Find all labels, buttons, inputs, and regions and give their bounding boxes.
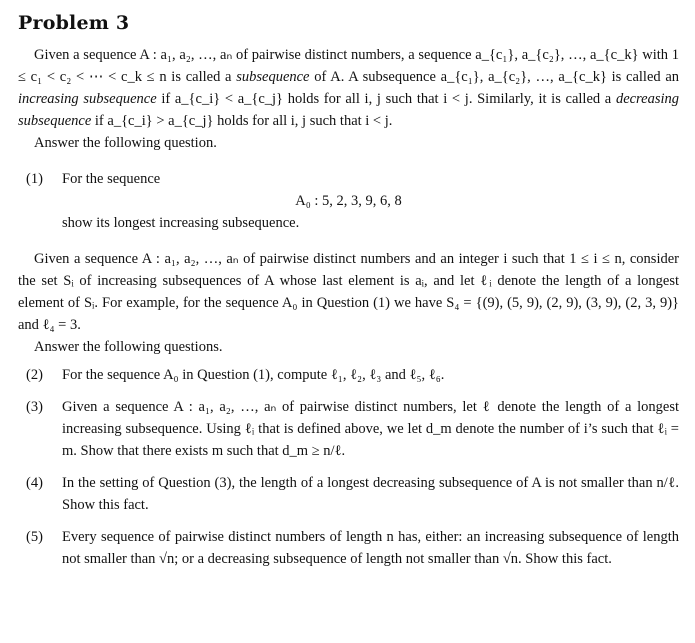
sequence-a0: A₀ : 5, 2, 3, 9, 6, 8 xyxy=(295,193,402,209)
question-number: (4) xyxy=(26,475,43,491)
intro-line-3: if a_{c_i} < a_{c_j} holds for all i, j such that i < j. Similarly, it is called a xyxy=(161,91,612,107)
intro-line-2: of A. A subsequence a_{c₁}, a_{c₂}, …, a_{c_k} is called an xyxy=(314,69,680,85)
term-subsequence: subsequence xyxy=(236,69,310,85)
question-4 xyxy=(18,472,679,516)
question-3 xyxy=(18,396,679,462)
intro-line-1: Given a sequence A : a₁, a₂, …, aₙ of pairwise distinct numbers, a sequence a_{c₁}, a_{c₂}, …, a_{c_k} with 1 ≤ c₁ < c₂ < ⋯ < c_k ≤ n is called a xyxy=(18,47,679,85)
middle-paragraph: Given a sequence A : a₁, a₂, …, aₙ of pairwise distinct numbers and an integer i such that 1 ≤ i ≤ n, consider the set Sᵢ of increasing subsequences of A whose last element is aᵢ, and let ℓᵢ denote the length of a longest element of Sᵢ. For example, for the sequence A₀ in Question (1) we have S₄ = {(9), (5, 9), (2, 9), (3, 9), (2, 3, 9)} and ℓ₄ = 3. xyxy=(18,251,679,333)
intro-paragraph xyxy=(18,44,679,132)
question-5 xyxy=(18,526,679,570)
question-2 xyxy=(18,364,679,386)
question-text: For the sequence A₀ in Question (1), compute ℓ₁, ℓ₂, ℓ₃ and ℓ₅, ℓ₆. xyxy=(62,367,445,383)
question-text: In the setting of Question (3), the length of a longest decreasing subsequence of A is not smaller than n/ℓ. Show this fact. xyxy=(62,475,679,513)
question-text: Every sequence of pairwise distinct numbers of length n has, either: an increasing subsequence of length not smaller than √n; or a decreasing subsequence of length not smaller than √n. Show this fact. xyxy=(62,529,679,567)
question-number: (2) xyxy=(26,367,43,383)
question-1 xyxy=(18,168,679,190)
question-1-lead: For the sequence xyxy=(62,171,161,187)
question-number: (5) xyxy=(26,529,43,545)
question-number: (3) xyxy=(26,399,43,415)
question-list xyxy=(18,364,679,570)
question-text: Given a sequence A : a₁, a₂, …, aₙ of pairwise distinct numbers, let ℓ denote the length of a longest increasing subsequence. Using ℓᵢ that is defined above, we let d_m denote the number of i’s such that ℓᵢ = m. Show that there exists m such that d_m ≥ n/ℓ. xyxy=(62,399,679,459)
question-1-tail: show its longest increasing subsequence. xyxy=(62,215,300,231)
intro-line-4: if a_{c_i} > a_{c_j} holds for all i, j such that i < j. xyxy=(94,113,393,129)
term-increasing-subsequence: increasing subsequence xyxy=(18,91,157,107)
answer-prompt-2: Answer the following questions. xyxy=(34,339,223,355)
question-number: (1) xyxy=(26,171,43,187)
term-decreasing-subsequence: decreasing subsequence xyxy=(18,91,680,129)
answer-prompt-1: Answer the following question. xyxy=(34,135,217,151)
problem-title: Problem 3 xyxy=(18,12,130,34)
question-1-tail-row xyxy=(18,212,679,234)
